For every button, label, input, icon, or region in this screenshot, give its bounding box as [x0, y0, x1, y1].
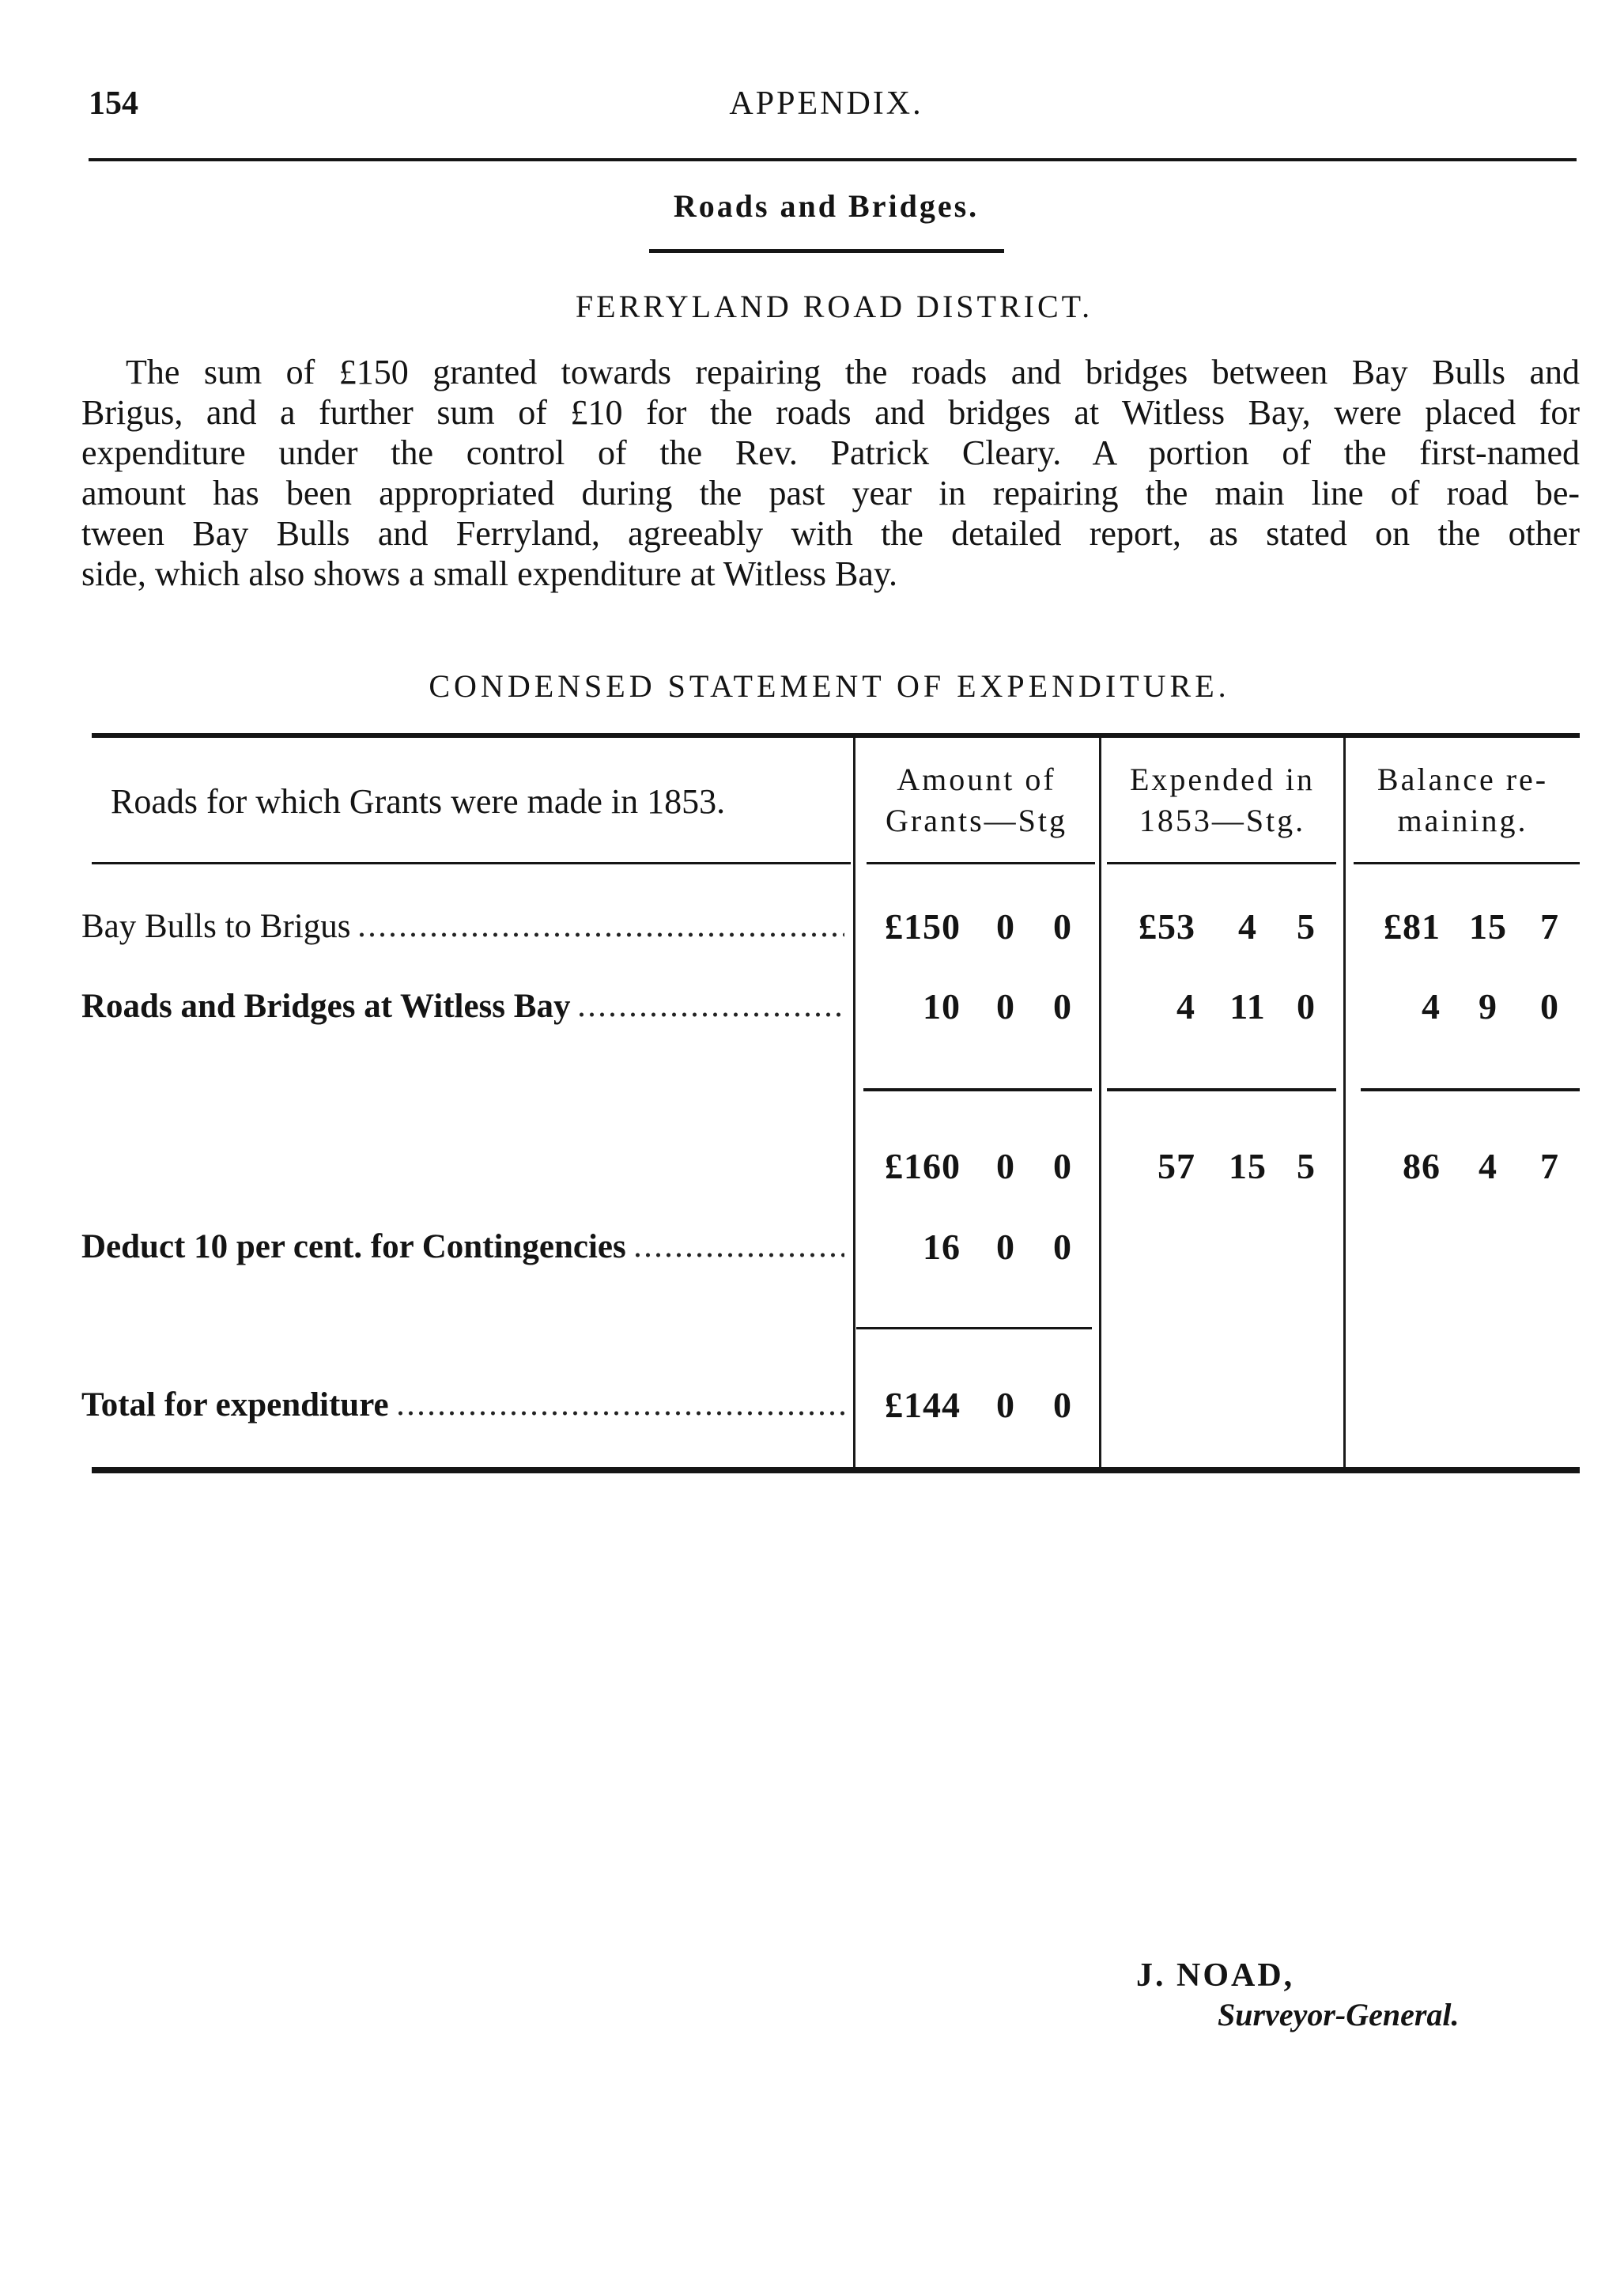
- grants-pence: 0: [1053, 986, 1072, 1027]
- grants-shillings: 0: [996, 1146, 1015, 1186]
- grants-pounds: 16: [923, 1227, 961, 1267]
- grants-shillings: 0: [996, 986, 1015, 1027]
- column-header-line: 1853—Stg.: [1139, 803, 1306, 838]
- grants-shillings: 0: [996, 906, 1015, 947]
- table-row-label: [81, 906, 844, 947]
- grants-pounds: £160: [885, 1146, 961, 1186]
- expended-pence: 0: [1297, 986, 1316, 1027]
- expended-pence: 5: [1297, 1146, 1316, 1186]
- header-underline: [92, 862, 851, 864]
- grants-pence: 0: [1053, 1385, 1072, 1425]
- running-title: APPENDIX.: [729, 85, 923, 122]
- paragraph-line: expenditure under the control of the Rev. Patrick Cleary. A portion of the first-named: [81, 433, 1580, 472]
- section-title-rule: [649, 249, 1004, 253]
- column-header-grants: [855, 759, 1097, 841]
- row-label-text: Bay Bulls to Brigus: [81, 908, 351, 945]
- header-underline: [867, 862, 1095, 864]
- header-underline: [1107, 862, 1336, 864]
- column-divider: [1343, 738, 1346, 1469]
- column-header-line: Expended in: [1129, 762, 1316, 797]
- statement-title: CONDENSED STATEMENT OF EXPENDITURE.: [429, 668, 1230, 704]
- header-rule: [89, 158, 1577, 161]
- subtotal-rule: [1361, 1088, 1580, 1091]
- signature-title: Surveyor-General.: [1218, 1997, 1460, 2032]
- expended-shillings: 11: [1229, 986, 1266, 1027]
- total-rule: [856, 1327, 1092, 1329]
- paragraph-line: Brigus, and a further sum of £10 for the roads and bridges at Witless Bay, were placed for: [81, 393, 1580, 432]
- district-title: FERRYLAND ROAD DISTRICT.: [575, 289, 1093, 324]
- balance-pence: 0: [1540, 986, 1559, 1027]
- column-divider: [1099, 738, 1101, 1469]
- grants-pounds: £150: [885, 906, 961, 947]
- column-header-line: maining.: [1397, 803, 1528, 838]
- grants-pence: 0: [1053, 1227, 1072, 1267]
- table-bottom-rule: [92, 1467, 1580, 1473]
- expended-pounds: 4: [1176, 986, 1195, 1027]
- balance-pounds: £81: [1384, 906, 1441, 947]
- column-header-roads: Roads for which Grants were made in 1853.: [111, 782, 726, 821]
- expended-shillings: 4: [1238, 906, 1257, 947]
- expended-pounds: £53: [1139, 906, 1195, 947]
- column-header-line: Amount of: [897, 762, 1056, 797]
- subtotal-rule: [1107, 1088, 1336, 1091]
- column-header-expended: [1101, 759, 1343, 841]
- section-title: Roads and Bridges.: [673, 188, 980, 224]
- paragraph-line: tween Bay Bulls and Ferryland, agreeably with the detailed report, as stated on the other: [81, 514, 1580, 553]
- table-top-rule: [92, 733, 1580, 738]
- page-number: 154: [89, 85, 138, 122]
- body-paragraph: [81, 352, 1580, 594]
- header-underline: [1354, 862, 1580, 864]
- balance-pounds: 4: [1422, 986, 1441, 1027]
- expended-shillings: 15: [1229, 1146, 1267, 1186]
- balance-pence: 7: [1540, 1146, 1559, 1186]
- grants-pence: 0: [1053, 1146, 1072, 1186]
- row-label-text: Deduct 10 per cent. for Contingencies: [81, 1228, 626, 1265]
- dot-leader: [395, 1411, 844, 1416]
- signature-name: J. NOAD,: [1136, 1957, 1295, 1994]
- grants-shillings: 0: [996, 1227, 1015, 1267]
- dot-leader: [357, 932, 844, 937]
- subtotal-rule: [863, 1088, 1092, 1091]
- column-divider: [853, 738, 855, 1469]
- column-header-line: Grants—Stg: [886, 803, 1067, 838]
- grants-shillings: 0: [996, 1385, 1015, 1425]
- table-row-label: [81, 986, 844, 1027]
- paragraph-line: side, which also shows a small expenditure at Witless Bay.: [81, 554, 898, 593]
- paragraph-line: amount has been appropriated during the past year in repairing the main line of road be-: [81, 474, 1580, 512]
- row-label-text: Roads and Bridges at Witless Bay: [81, 988, 571, 1025]
- balance-shillings: 15: [1469, 906, 1507, 947]
- row-label-text: Total for expenditure: [81, 1386, 389, 1424]
- expended-pounds: 57: [1158, 1146, 1195, 1186]
- grants-pounds: 10: [923, 986, 961, 1027]
- table-row-label: [81, 1385, 844, 1426]
- balance-pence: 7: [1540, 906, 1559, 947]
- balance-pounds: 86: [1403, 1146, 1441, 1186]
- paragraph-line: The sum of £150 granted towards repairing the roads and bridges between Bay Bulls and: [126, 353, 1580, 391]
- grants-pence: 0: [1053, 906, 1072, 947]
- column-header-line: Balance re-: [1377, 762, 1549, 797]
- column-header-balance: [1346, 759, 1580, 841]
- table-row-label: [81, 1227, 844, 1268]
- balance-shillings: 4: [1479, 1146, 1497, 1186]
- grants-pounds: £144: [885, 1385, 961, 1425]
- expended-pence: 5: [1297, 906, 1316, 947]
- balance-shillings: 9: [1479, 986, 1497, 1027]
